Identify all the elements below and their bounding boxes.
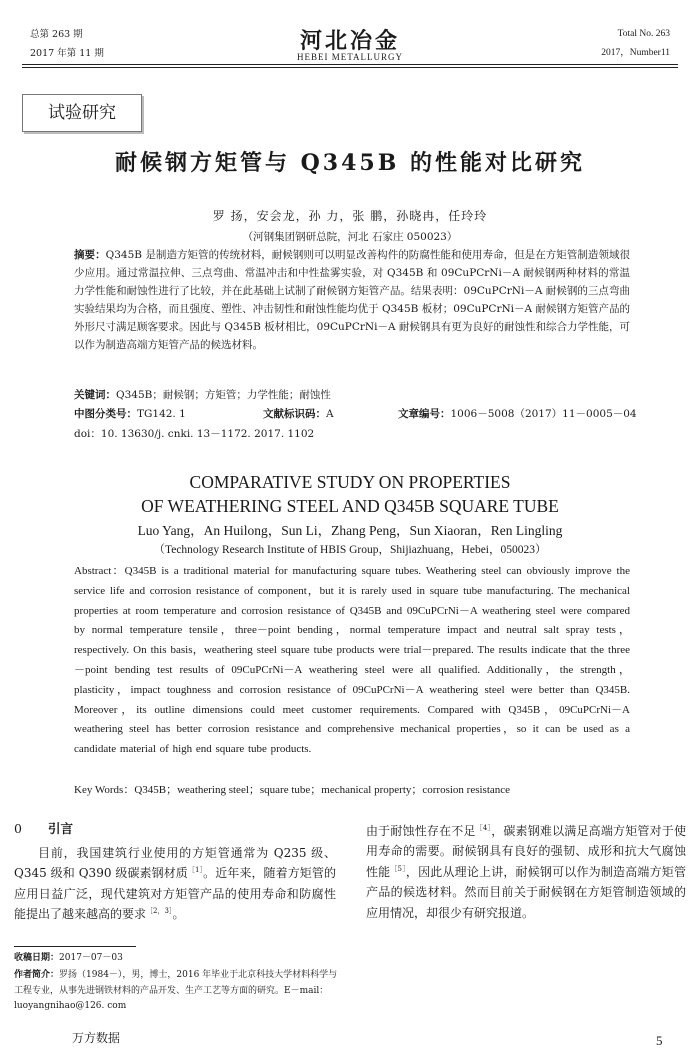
doi: doi：10. 13630/j. cnki. 13－1172. 2017. 1102 — [74, 428, 315, 440]
author-bio-label: 作者简介： — [14, 970, 60, 980]
issue-en: 2017，Number11 — [601, 48, 670, 58]
body-right-text-1: 由于耐蚀性存在不足 — [366, 824, 476, 838]
body-left-text-3: 。 — [172, 907, 185, 922]
clc-label: 中图分类号： — [74, 408, 137, 420]
clc-value: TG142. 1 — [137, 408, 186, 420]
citation-4: ［4］ — [475, 824, 492, 832]
affiliation-cn: （河钢集团钢研总院，河北 石家庄 050023） — [242, 231, 458, 243]
author-bio: 罗扬（1984－），男，博士，2016 年毕业于北京科技大学材料科学与工程专业，从事先进钢铁材料的产品开发、生产工艺等方面的研究。E－mail：luoyangnihao@126. com — [14, 970, 338, 1011]
footnote-author — [14, 968, 338, 1015]
keywords-en-label: Key Words： — [74, 784, 135, 796]
footnote-received — [14, 951, 338, 967]
received-label: 收稿日期： — [14, 953, 60, 963]
body-right-text-2: ，碳素钢难以满足高端方矩管对于使用寿命的需要。耐候钢具有良好的强韧、成形和抗大气腐蚀性能 — [366, 824, 686, 879]
section-heading — [14, 821, 73, 837]
authors-cn: 罗 扬，安会龙，孙 力，张 鹏，孙晓冉，任玲玲 — [212, 209, 488, 223]
article-number-label: 文章编号： — [398, 408, 451, 420]
body-left-text-2: 。近年来，随着方矩管的应用日益广泛，现代建筑对方矩管产品的使用寿命和防腐性能提出了越来越高的要求 — [14, 866, 336, 922]
article-number-value: 1006－5008（2017）11－0005－04 — [450, 408, 637, 420]
abstract-en — [74, 562, 630, 760]
body-paragraph-left — [14, 843, 336, 925]
body-left-text-1: 目前，我国建筑行业使用的方矩管通常为 Q235 级、Q345 级和 Q390 级碳素钢材质 — [14, 846, 336, 881]
article-number — [398, 407, 637, 421]
received-date: 2017－07－03 — [59, 953, 123, 963]
section-tag: 试验研究 — [22, 94, 142, 132]
citation-2-3: ［2，3］ — [146, 907, 173, 916]
affiliation-en: （Technology Research Institute of HBIS Group，Shijiazhuang，Hebei，050023） — [153, 544, 547, 556]
keywords-cn-label: 关键词： — [74, 389, 116, 401]
abstract-en-label: Abstract： — [74, 565, 125, 577]
abstract-cn-text: Q345B 是制造方矩管的传统材料，耐候钢则可以明显改善构件的防腐性能和使用寿命，但是在方矩管制造领域很少应用。通过常温拉伸、三点弯曲、常温冲击和中性盐雾实验，对 Q345B 和 09CuPCrNi－A 耐候钢两种材料的常温力学性能和耐蚀性进行了比较，并在此基础上试制了耐候钢方矩管产品。结果表明：09CuPCrNi－A 耐候钢的三点弯曲实验结果均为合格，而且强度、塑性、冲击韧性和耐蚀性能均优于 Q345B 板材；09CuPCrNi－A 耐候钢方矩管产品的外形尺寸满足顾客要求。因此与 Q345B 板材相比，09CuPCrNi－A 耐候钢具有更为良好的耐蚀性和综合力学性能，可以作为制造高端方矩管产品的候选材料。 — [74, 249, 631, 352]
header-rule-double — [22, 67, 678, 68]
section-number: 0 — [14, 821, 22, 836]
issue-total-cn: 总第 263 期 — [30, 29, 83, 40]
journal-name-en: HEBEI METALLURGY — [296, 52, 404, 62]
body-right-text-3: ，因此从理论上讲，耐候钢可以作为制造高端方矩管产品的候选材料。然而目前关于耐候钢在方矩管制造领域的应用情况，却很少有研究报道。 — [366, 864, 686, 920]
citation-1: ［1］ — [187, 866, 204, 875]
footnote-rule — [14, 946, 136, 947]
header-rule — [22, 64, 678, 65]
keywords-cn-text: Q345B；耐候钢；方矩管；力学性能；耐蚀性 — [116, 389, 331, 401]
issue-total-en: Total No. 263 — [617, 29, 670, 39]
authors-en: Luo Yang，An Huilong，Sun Li，Zhang Peng，Sun Xiaoran，Ren Lingling — [137, 523, 563, 538]
title-cn: 耐候钢方矩管与 Q345B 的性能对比研究 — [114, 150, 585, 176]
watermark-wanfang: 万方数据 — [72, 1031, 121, 1045]
clc-number — [74, 407, 186, 421]
abstract-cn-label: 摘要： — [74, 249, 106, 261]
doc-code-label: 文献标识码： — [263, 408, 326, 420]
doc-code — [263, 407, 334, 421]
keywords-cn — [74, 388, 331, 402]
title-en-line2: OF WEATHERING STEEL AND Q345B SQUARE TUBE — [141, 496, 559, 516]
keywords-en — [74, 782, 510, 798]
title-en-line1: COMPARATIVE STUDY ON PROPERTIES — [189, 472, 511, 492]
section-title: 引言 — [47, 821, 73, 836]
page-number: 5 — [656, 1033, 663, 1048]
citation-5: ［5］ — [390, 864, 406, 873]
keywords-en-text: Q345B；weathering steel；square tube；mechanical property；corrosion resistance — [134, 784, 511, 796]
abstract-en-text: Q345B is a traditional material for manufacturing square tubes. Weathering steel can obviously improve the service life and corrosion resistance of component，but it is rarely used in square tube manufacturing. The mechanical properties at room temperature and corrosion resistance of Q345B and 09CuPCrNi－A weathering steel were compared by normal temperature tensile，three－point bending，normal temperature impact and neutral salt spray tests，respectively. On this basis，weathering steel square tube products were trial－prepared. The results indicate that the three－point bending test results of 09CuPCrNi－A weathering steel were all qualified. Additionally，the strength，plasticity，impact toughness and corrosion resistance of 09CuPCrNi－A weathering steel were better than Q345B. Moreover，its outline dimensions could meet customer requirements. Compared with Q345B，09CuPCrNi－A weathering steel has better corrosion resistance and comprehensive mechanical properties，so it can be used as a candidate material of high end square tube products. — [74, 565, 630, 756]
body-paragraph-right — [366, 821, 686, 923]
abstract-cn — [74, 246, 630, 355]
journal-logo-cn: 河北冶金 — [299, 28, 400, 54]
issue-cn: 2017 年第 11 期 — [30, 48, 104, 59]
doc-code-value: A — [326, 408, 334, 420]
